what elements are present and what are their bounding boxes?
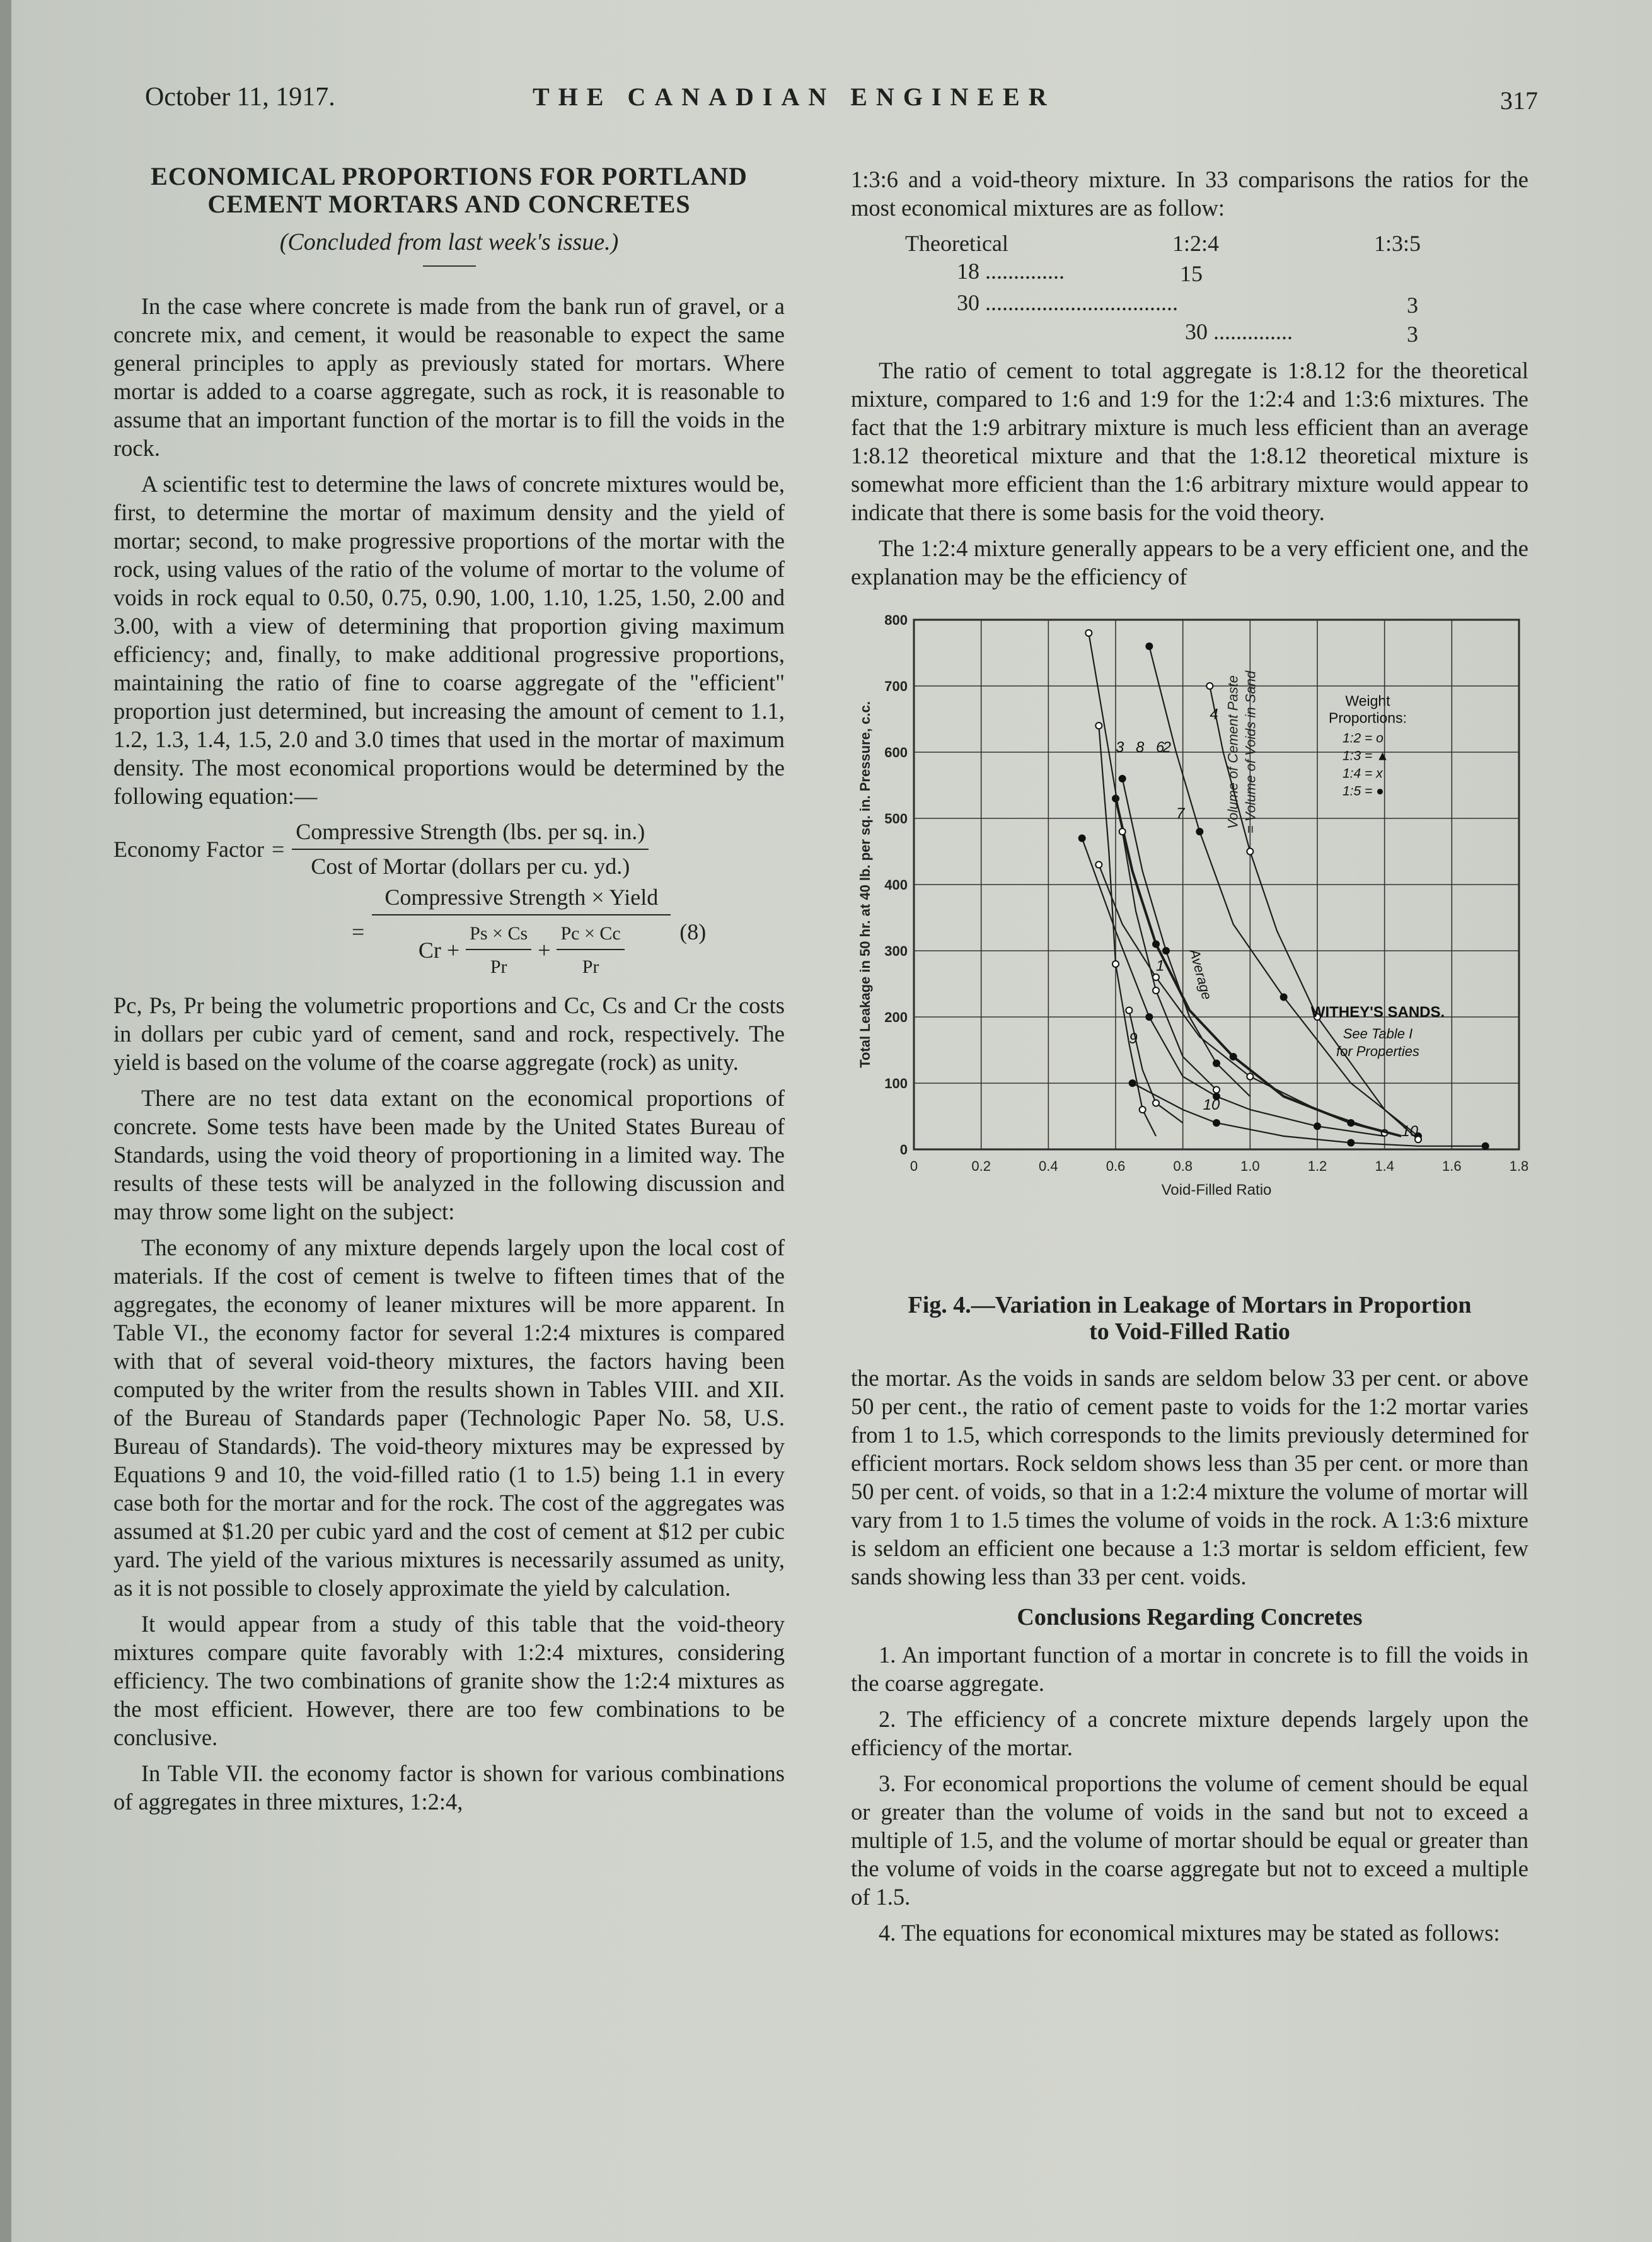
left-column (113, 158, 785, 1823)
figure-caption: Fig. 4.—Variation in Leakage of Mortars in Proportion to Void-Filled Ratio (908, 1292, 1472, 1345)
withey-note: See Table I (1343, 1026, 1413, 1042)
y-tick-label: 0 (899, 1142, 908, 1158)
legend-entry: 1:5 = ● (1343, 784, 1384, 799)
data-point (1085, 630, 1092, 636)
withey-label: WITHEY'S SANDS. (1310, 1004, 1445, 1021)
x-axis-label: Void-Filled Ratio (1161, 1182, 1272, 1199)
leakage-chart (851, 607, 1528, 1288)
ratio-table: Theoretical 1:2:4 1:3:5 18 .............. 15 30 .................................. 3 30 .............. 3 (905, 231, 1421, 347)
data-point (1079, 835, 1085, 842)
running-header (145, 82, 1538, 120)
curve-label: 2 (1162, 739, 1172, 756)
paragraph: A scientific test to determine the laws of concrete mixtures would be, first, to determine the mortar of maximum density and the yield of mortar; second, to make progressive proportions of the mortar with the rock, using values of the ratio of the volume of mortar to the volume of voids in rock equal to 0.50, 0.75, 0.90, 1.00, 1.10, 1.25, 1.50, 2.00 and 3.00, with a view of determining that proportion giving maximum efficiency; and, finally, to make additional progressive proportions, maintaining the ratio of fine to coarse aggregate of the "efficient" proportion just determined, but increasing the amount of cement to 1.1, 1.2, 1.3, 1.4, 1.5, 2.0 and 3.0 times that used in the mortar of maximum density. The most economical proportions would be determined by the following equation:— (113, 471, 785, 809)
article-subtitle: (Concluded from last week's issue.) (279, 229, 619, 255)
y-tick-label: 100 (884, 1076, 908, 1091)
paragraph: 2. The efficiency of a concrete mixture depends largely upon the efficiency of the mortar. (851, 1706, 1528, 1760)
data-point (1196, 828, 1203, 835)
data-point (1281, 994, 1287, 1001)
y-tick-label: 600 (884, 745, 908, 760)
data-point (1213, 1087, 1220, 1093)
data-point (1314, 1123, 1320, 1129)
curve-label: 4 (1210, 706, 1218, 723)
y-tick-label: 200 (884, 1009, 908, 1025)
x-tick-label: 1.4 (1375, 1158, 1394, 1174)
paragraph: There are no test data extant on the economical proportions of concrete. Some tests have been made by the United States Bureau of Standards, using the void theory of proportioning in a limited way. The results of these tests will be analyzed in the following discussion and may throw some light on the subject: (113, 1085, 785, 1224)
series-line (1133, 1083, 1486, 1146)
binding-edge (0, 0, 11, 2242)
average-label: Average (1186, 947, 1215, 1002)
issue-date: October 11, 1917. (145, 83, 335, 112)
page-number: 317 (1500, 86, 1538, 115)
data-point (1153, 941, 1159, 948)
data-point (1129, 1080, 1136, 1086)
curve-label: 6 (1156, 739, 1165, 756)
data-point (1119, 775, 1126, 782)
paragraph: 4. The equations for economical mixtures may be stated as follows: (879, 1920, 1500, 1946)
data-point (1112, 796, 1119, 802)
series-line (1082, 839, 1385, 1137)
data-point (1140, 1106, 1146, 1113)
data-point (1348, 1120, 1354, 1126)
vertical-annotation-line1: Volume of Cement Paste (1225, 675, 1241, 829)
y-tick-label: 500 (884, 811, 908, 827)
section-heading: Conclusions Regarding Concretes (1017, 1604, 1363, 1630)
x-tick-label: 1.6 (1442, 1158, 1462, 1174)
legend-entry: 1:3 = ▲ (1343, 748, 1389, 764)
curve-label: 7 (1176, 805, 1185, 822)
paragraph: In Table VII. the economy factor is shown for various combinations of aggregates in three mixtures, 1:2:4, (113, 1760, 785, 1815)
x-tick-label: 0 (910, 1158, 918, 1174)
paragraph: the mortar. As the voids in sands are seldom below 33 per cent. or above 50 per cent., the ratio of cement paste to voids for the 1:2 mortar varies from 1 to 1.5, which corresponds to the limits previously determined for efficient mortars. Rock seldom shows less than 35 per cent. or more than 50 per cent. of voids, so that in a 1:2:4 mixture the volume of mortar will vary from 1 to 1.5 times the volume of voids in the rock. A 1:3:6 mixture is seldom an efficient one because a 1:3 mortar is seldom efficient, few sands showing less than 33 per cent. voids. (851, 1365, 1528, 1589)
article-title: ECONOMICAL PROPORTIONS FOR PORTLAND CEMENT MORTARS AND CONCRETES (151, 162, 748, 218)
data-point (1153, 987, 1159, 994)
series-line (1089, 633, 1216, 1090)
legend-entry: 1:4 = x (1343, 766, 1383, 781)
data-point (1163, 948, 1169, 954)
y-tick-label: 700 (884, 678, 908, 694)
y-tick-label: 300 (884, 943, 908, 959)
data-point (1153, 1100, 1159, 1106)
data-point (1247, 849, 1253, 855)
title-rule (423, 265, 476, 267)
curve-label: 10 (1401, 1123, 1419, 1140)
paragraph: 3. For economical proportions the volume of cement should be equal or greater than the volume of voids in the sand but not to exceed a multiple of 1.5, and the volume of mortar should be equal or greater than the volume of voids in the coarse aggregate but not to exceed a multiple of 1.5. (851, 1770, 1528, 1910)
data-point (1126, 1008, 1132, 1014)
paragraph: Pc, Ps, Pr being the volumetric proportions and Cc, Cs and Cr the costs in dollars per cubic yard of cement, sand and rock, respectively. The yield is based on the volume of the coarse aggregate (rock) as unity. (113, 992, 785, 1075)
paragraph: The ratio of cement to total aggregate is 1:8.12 for the theoretical mixture, compared to 1:6 and 1:9 for the 1:2:4 and 1:3:6 mixtures. The fact that the 1:9 arbitrary mixture is much less efficient than an average 1:8.12 theoretical mixture and that the 1:8.12 theoretical mixture is somewhat more efficient than the 1:6 arbitrary mixture would appear to indicate that there is some basis for the void theory. (851, 357, 1528, 525)
paragraph: The economy of any mixture depends largely upon the local cost of materials. If the cost of cement is twelve to fifteen times that of the aggregates, the economy of leaner mixtures will be more apparent. In Table VI., the economy factor for several 1:2:4 mixtures is compared with that of several void-theory mixtures, the factors having been computed by the writer from the results shown in Tables VIII. and XII. of the Bureau of Standards paper (Technologic Paper No. 58, U.S. Bureau of Standards). The void-theory mixtures may be expressed by Equations 9 and 10, the void-filled ratio (1 to 1.5) being 1.1 in every case both for the mortar and for the rock. The cost of the aggregates was assumed at $1.20 per cubic yard and the cost of cement at $12 per cubic yard. The yield of the various mixtures is necessarily assumed as unity, as it is not possible to closely approximate the yield by calculation. (113, 1234, 785, 1601)
paragraph: The 1:2:4 mixture generally appears to be a very efficient one, and the explanation may be the efficiency of (851, 535, 1528, 590)
data-point (1230, 1054, 1237, 1060)
x-tick-label: 1.0 (1240, 1158, 1260, 1174)
paragraph: 1:3:6 and a void-theory mixture. In 33 comparisons the ratios for the most economical mixtures are as follow: (851, 166, 1528, 221)
legend-title: Proportions: (1328, 709, 1407, 726)
paragraph: It would appear from a study of this table that the void-theory mixtures compare quite favorably with 1:2:4 mixtures, considering efficiency. The two combinations of granite show the 1:2:4 mixtures as the most efficient. However, there are too few combinations to be conclusive. (113, 1611, 785, 1750)
data-point (1146, 1014, 1152, 1020)
curve-label: 3 (1116, 739, 1124, 756)
legend-entry: 1:2 = o (1343, 731, 1383, 746)
x-tick-label: 0.4 (1039, 1158, 1058, 1174)
curve-label: 9 (1129, 1030, 1138, 1047)
figure-4 (851, 607, 1528, 1288)
data-point (1119, 828, 1126, 835)
curve-label: 10 (1203, 1096, 1220, 1113)
x-tick-label: 1.8 (1509, 1158, 1528, 1174)
x-tick-label: 0.8 (1173, 1158, 1193, 1174)
data-point (1482, 1143, 1489, 1149)
paragraph: 1. An important function of a mortar in concrete is to fill the voids in the coarse aggregate. (851, 1642, 1528, 1696)
data-point (1112, 961, 1119, 967)
y-tick-label: 400 (884, 877, 908, 893)
legend-title: Weight (1345, 692, 1390, 709)
curve-label: 8 (1136, 739, 1145, 756)
right-column (851, 165, 1528, 1954)
paragraph: In the case where concrete is made from the bank run of gravel, or a concrete mix, and cement, it would be reasonable to expect the same general principles to apply as previously stated for mortars. Where mortar is added to a coarse aggregate, such as rock, it is reasonable to assume that an important function of the mortar is to fill the voids in the rock. (113, 293, 785, 461)
journal-name: THE CANADIAN ENGINEER (533, 83, 1056, 111)
data-point (1348, 1140, 1354, 1146)
x-tick-label: 0.6 (1106, 1158, 1126, 1174)
data-point (1146, 643, 1152, 649)
data-point (1213, 1120, 1220, 1126)
y-axis-label: Total Leakage in 50 hr. at 40 lb. per sq. in. Pressure, c.c. (857, 701, 873, 1068)
data-point (1095, 723, 1102, 729)
y-tick-label: 800 (884, 612, 908, 628)
economy-factor-equation: Economy Factor = $\frac{\text{Compressive Strength (lbs. per sq. in.)}}{\text{Cost of Mortar (dollars per cu. yd.)}}$ = Compressive Strength × Yield Cr + $\frac{Ps \times Cs}{Pr}$ + $\frac{Pc \times Cc}{Pr}$ (8) (113, 819, 707, 977)
data-point (1213, 1060, 1220, 1067)
curve-label: 1 (1156, 957, 1165, 975)
data-point (1247, 1074, 1253, 1080)
vertical-annotation-line2: = Volume of Voids in Sand (1242, 670, 1259, 834)
data-point (1206, 683, 1213, 689)
withey-note: for Properties (1336, 1043, 1420, 1059)
data-point (1095, 862, 1102, 868)
x-tick-label: 0.2 (971, 1158, 991, 1174)
x-tick-label: 1.2 (1307, 1158, 1327, 1174)
